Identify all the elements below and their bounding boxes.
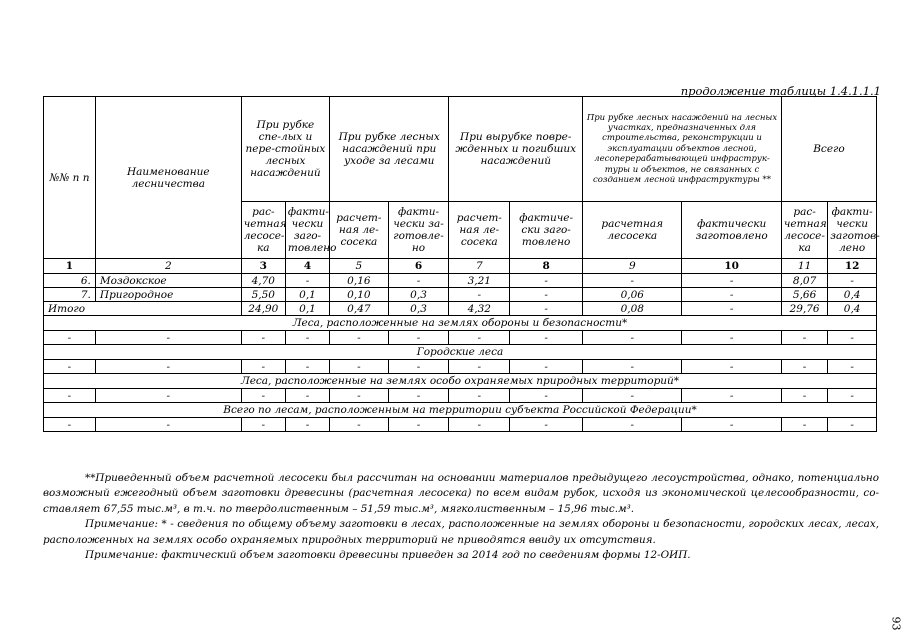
table-cell: - [510, 360, 583, 374]
row-number: 6. [44, 274, 96, 288]
column-number: 4 [285, 259, 329, 274]
total-label: Итого [44, 302, 242, 316]
table-cell: - [510, 274, 583, 288]
table-cell: 0,16 [330, 274, 389, 288]
table-cell: - [510, 288, 583, 302]
continuation-label: продолжение таблицы 1.4.1.1.1 [680, 84, 881, 98]
table-cell: - [682, 331, 781, 345]
column-numbers-row [44, 259, 877, 274]
row-number: 7. [44, 288, 96, 302]
table-cell: 5,50 [241, 288, 285, 302]
section-row [44, 389, 877, 403]
table-cell: 0,3 [388, 302, 449, 316]
table-cell: - [241, 389, 285, 403]
table-cell: - [583, 331, 682, 345]
column-number: 11 [781, 259, 827, 274]
table-cell: 4,70 [241, 274, 285, 288]
column-number: 6 [388, 259, 449, 274]
table-cell: - [682, 302, 781, 316]
section-title: Всего по лесам, расположенным на территории субъекта Российской Федерации* [44, 403, 877, 418]
table-cell: - [95, 389, 241, 403]
table-cell: - [828, 418, 877, 432]
table-cell: - [682, 288, 781, 302]
table-cell: - [510, 418, 583, 432]
table-cell: - [285, 418, 329, 432]
table-cell: - [682, 389, 781, 403]
header-group-infrastructure: При рубке лесных насаждений на лесных участках, предназначенных для строительства, реконструкции и эксплуатации объектов лесной, лесоперерабатывающей инфраструк-туры и объектов, не связанных с созданием лесной инфраструктуры ** [583, 97, 782, 202]
column-number: 3 [241, 259, 285, 274]
table-cell: 0,4 [828, 302, 877, 316]
table-cell: - [510, 389, 583, 403]
forestry-name: Пригородное [95, 288, 241, 302]
table-cell: - [449, 331, 510, 345]
section-title: Леса, расположенные на землях обороны и безопасности* [44, 316, 877, 331]
table-cell: - [781, 360, 827, 374]
column-number: 8 [510, 259, 583, 274]
table-cell: 29,76 [781, 302, 827, 316]
column-number: 2 [95, 259, 241, 274]
table-cell: 0,1 [285, 302, 329, 316]
table-cell: - [388, 360, 449, 374]
table-cell: - [781, 331, 827, 345]
subheader-cell: факти-чески за-готовле-но [388, 202, 449, 259]
table-cell: - [828, 331, 877, 345]
subheader-cell: рас-четная лесосе-ка [781, 202, 827, 259]
section-row [44, 360, 877, 374]
table-cell: - [781, 389, 827, 403]
table-cell: - [449, 288, 510, 302]
table-cell: - [241, 418, 285, 432]
table-cell: - [682, 418, 781, 432]
table-cell: - [44, 389, 96, 403]
section-title: Леса, расположенные на землях особо охраняемых природных территорий* [44, 374, 877, 389]
subheader-cell: фактически заготовлено [682, 202, 781, 259]
table-cell: - [285, 274, 329, 288]
table-cell: - [388, 331, 449, 345]
table-cell: - [95, 360, 241, 374]
table-cell: 3,21 [449, 274, 510, 288]
column-number: 5 [330, 259, 389, 274]
footnote-note-actual: Примечание: фактический объем заготовки древесины приведен за 2014 год по сведениям формы 12-ОИП. [85, 549, 691, 562]
table-cell: - [241, 360, 285, 374]
table-cell: - [510, 331, 583, 345]
table-cell: - [285, 360, 329, 374]
table-cell: - [44, 360, 96, 374]
table-cell: - [682, 274, 781, 288]
footnote-note-absence: Примечание: * - сведения по общему объему заготовки в лесах, расположенные на землях обороны и безопасности, городских лесах, лесах, расположенных на землях особо охраняемых природных территорий не приводятся ввиду их отсутствия. [43, 518, 879, 546]
header-group-total: Всего [781, 97, 876, 202]
footnotes [43, 471, 879, 563]
header-forestry-name: Наименование лесничества [95, 97, 241, 259]
section-title: Городские леса [44, 345, 877, 360]
subheader-cell: расчетная лесосека [583, 202, 682, 259]
header-number: №№ п п [44, 97, 96, 259]
table-row [44, 274, 877, 288]
table-cell: 0,4 [828, 288, 877, 302]
table-cell: - [449, 360, 510, 374]
column-number: 7 [449, 259, 510, 274]
table-cell: - [330, 360, 389, 374]
table-cell: - [388, 274, 449, 288]
subheader-cell: рас-четная лесосе-ка [241, 202, 285, 259]
forestry-name: Моздокское [95, 274, 241, 288]
table-row [44, 288, 877, 302]
table-cell: - [330, 389, 389, 403]
table-cell: - [285, 389, 329, 403]
header-group-damaged: При вырубке повре-жденных и погибших насаждений [449, 97, 583, 202]
table-cell: - [95, 331, 241, 345]
table-cell: - [388, 418, 449, 432]
table-cell: - [583, 360, 682, 374]
table-cell: - [330, 331, 389, 345]
table-cell: - [828, 274, 877, 288]
section-row [44, 418, 877, 432]
table-cell: - [583, 274, 682, 288]
table-cell: - [44, 331, 96, 345]
column-number: 1 [44, 259, 96, 274]
table-cell: - [583, 418, 682, 432]
table-cell: - [781, 418, 827, 432]
table-cell: 0,47 [330, 302, 389, 316]
subheader-cell: расчет-ная ле-сосека [330, 202, 389, 259]
table-cell: 0,10 [330, 288, 389, 302]
table-cell: - [95, 418, 241, 432]
table-cell: - [449, 418, 510, 432]
header-group-mature: При рубке спе-лых и пере-стойных лесных насаждений [241, 97, 329, 202]
table-cell: 0,1 [285, 288, 329, 302]
table-cell: 24,90 [241, 302, 285, 316]
harvest-table [43, 96, 880, 432]
table-cell: - [828, 389, 877, 403]
subheader-cell: фактиче-ски заго-товлено [510, 202, 583, 259]
table-cell: 8,07 [781, 274, 827, 288]
table-cell: 0,3 [388, 288, 449, 302]
table-cell: 0,08 [583, 302, 682, 316]
page-number: 93 [889, 616, 903, 631]
table-cell: - [682, 360, 781, 374]
table-cell: 0,06 [583, 288, 682, 302]
column-number: 10 [682, 259, 781, 274]
table-cell: - [241, 331, 285, 345]
section-row [44, 331, 877, 345]
table-cell: - [583, 389, 682, 403]
table-cell: - [388, 389, 449, 403]
table-cell: 5,66 [781, 288, 827, 302]
table-cell: - [828, 360, 877, 374]
total-row [44, 302, 877, 316]
table-cell: - [285, 331, 329, 345]
table-cell: - [44, 418, 96, 432]
subheader-cell: факти-чески заго-товлено [285, 202, 329, 259]
column-number: 12 [828, 259, 877, 274]
table-cell: 4,32 [449, 302, 510, 316]
table-cell: - [449, 389, 510, 403]
subheader-cell: расчет-ная ле-сосека [449, 202, 510, 259]
footnote-estimate: **Приведенный объем расчетной лесосеки был рассчитан на основании материалов предыдущего лесоустройства, однако, потенциально возможный ежегодный объем заготовки древесины (расчетная лесосека) по всем видам рубок, исходя из экономической целесообразности, со-ставляет 67,55 тыс.м³, в т.ч. по твердолиственным – 51,59 тыс.м³, мягколиственным – 15,96 тыс.м³. [43, 472, 879, 515]
header-group-care: При рубке лесных насаждений при уходе за лесами [330, 97, 449, 202]
table-cell: - [330, 418, 389, 432]
table-cell: - [510, 302, 583, 316]
column-number: 9 [583, 259, 682, 274]
subheader-cell: факти-чески заготов-лено [828, 202, 877, 259]
